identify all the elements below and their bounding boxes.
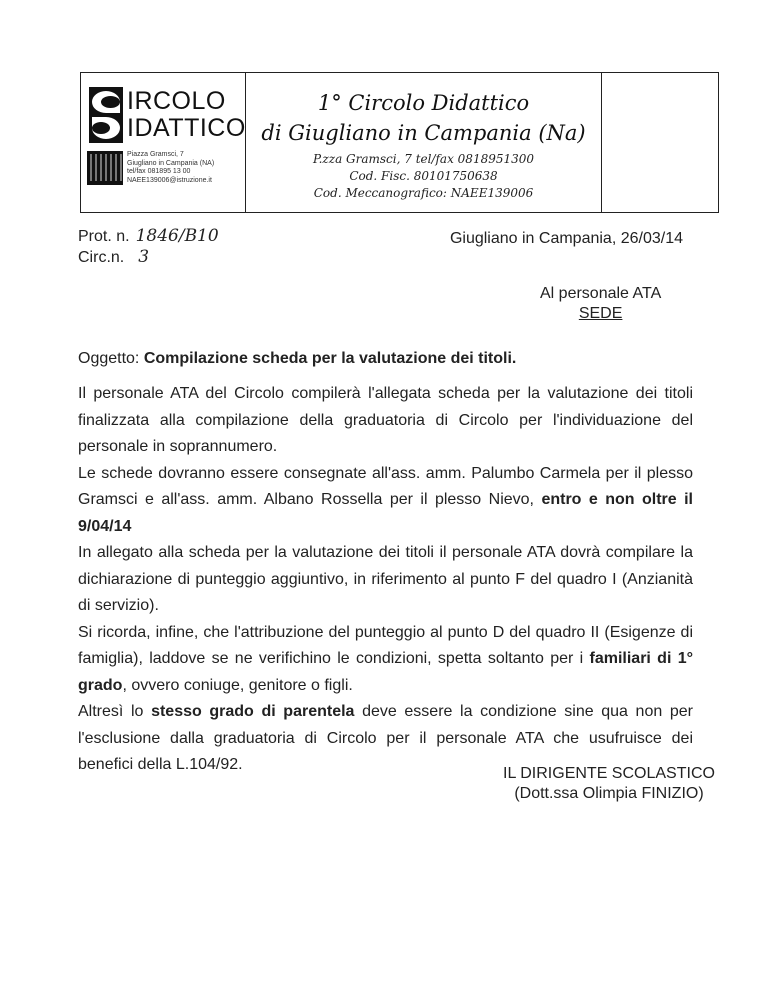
recipient-line: Al personale ATA <box>540 285 662 302</box>
paragraph-5-text: Altresì lo <box>78 703 152 720</box>
prot-number: 1846/B10 <box>135 226 219 246</box>
school-logo <box>81 73 246 212</box>
paragraph-1: Il personale ATA del Circolo compilerà l'allegata scheda per la valutazione dei titoli finalizzata alla compilazione della graduatoria di Circolo per l'individuazione del personale in soprannumero. <box>78 385 693 455</box>
subject-text: Compilazione scheda per la valutazione dei titoli. <box>143 350 517 367</box>
logo-text-line1: IRCOLO <box>127 87 226 115</box>
paragraph-3: In allegato alla scheda per la valutazione dei titoli il personale ATA dovrà compilare la dichiarazione di punteggio aggiuntivo, in riferimento al punto F del quadro I (Anzianità di servizio). <box>78 544 693 614</box>
subject-line <box>78 350 516 368</box>
letter-body <box>78 381 693 779</box>
letterhead-center <box>245 73 602 212</box>
paragraph-2 <box>78 461 693 541</box>
letterhead-right-cell <box>601 73 718 212</box>
school-title: 1° Circolo Didattico <box>317 91 530 115</box>
recipient-sede: SEDE <box>578 305 623 322</box>
building-icon <box>87 151 123 182</box>
signature-block <box>478 764 740 804</box>
place-date: Giugliano in Campania, 26/03/14 <box>449 230 683 247</box>
letterhead <box>80 72 719 213</box>
paragraph-5-bold: stesso grado di parentela <box>151 703 355 720</box>
paragraph-4-bold: familiari di 1° grado <box>78 650 694 694</box>
circ-number: 3 <box>138 247 150 267</box>
paragraph-2-text: Le schede dovranno essere consegnate all'ass. amm. Palumbo Carmela per il plesso Gramsci e all'ass. amm. Albano Rossella per il plesso Nievo, <box>78 464 693 508</box>
paragraph-5-tail: deve essere la condizione sine qua non per l'esclusione dalla graduatoria di Circolo per il personale ATA che usufruisce dei benefici della L.104/92. <box>78 703 694 773</box>
deadline: entro e non oltre il 9/04/14 <box>78 491 693 535</box>
mechanographic-code: Cod. Meccanografico: NAEE139006 <box>313 186 534 200</box>
signature-title: IL DIRIGENTE SCOLASTICO <box>503 765 715 782</box>
logo-cd-mark <box>89 87 123 143</box>
protocol-block <box>78 226 219 268</box>
recipient-block <box>540 284 661 324</box>
paragraph-4-text: Si ricorda, infine, che l'attribuzione del punteggio al punto D del quadro II (Esigenze di famiglia), laddove se ne verifichino le condizioni, spetta soltanto per i <box>78 623 693 667</box>
school-location: di Giugliano in Campania (Na) <box>261 121 586 145</box>
paragraph-4 <box>78 620 693 700</box>
logo-address: Piazza Gramsci, 7 Giugliano in Campania (NA) tel/fax 081895 13 00 NAEE139006@istruzione.it <box>127 151 215 184</box>
paragraph-4-tail: , ovvero coniuge, genitore o figli. <box>122 676 353 694</box>
prot-label: Prot. n. <box>78 228 130 245</box>
signature-name: (Dott.ssa Olimpia FINIZIO) <box>514 785 704 802</box>
logo-bar <box>87 181 123 185</box>
school-address: P.zza Gramsci, 7 tel/fax 0818951300 <box>312 152 535 166</box>
logo-text-line2: IDATTICO <box>127 114 246 142</box>
subject-label: Oggetto: <box>78 350 140 367</box>
fiscal-code: Cod. Fisc. 80101750638 <box>349 169 498 183</box>
circ-label: Circ.n. <box>78 249 125 266</box>
